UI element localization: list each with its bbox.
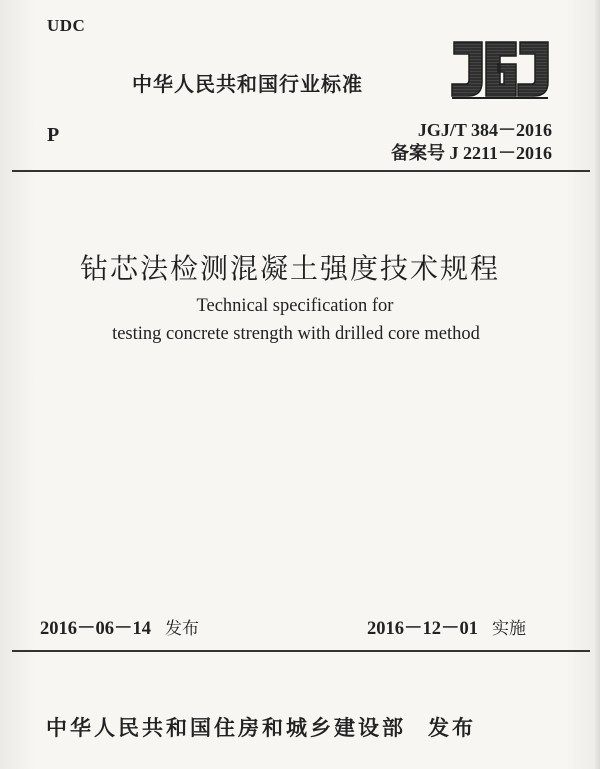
top-divider bbox=[12, 170, 590, 172]
implement-date-row bbox=[367, 614, 526, 640]
udc-label: UDC bbox=[47, 16, 86, 35]
industry-standard-title: 中华人民共和国行业标准 bbox=[132, 72, 363, 96]
bottom-divider bbox=[12, 650, 590, 652]
record-number: 备案号 J 2211－2016 bbox=[390, 143, 552, 163]
publish-date: 2016－06－14 bbox=[40, 619, 152, 639]
classification-code: P bbox=[47, 124, 60, 146]
page-edge-shadow bbox=[594, 0, 600, 769]
publish-label: 发布 bbox=[165, 619, 200, 639]
title-english-line2: testing concrete strength with drilled core method bbox=[112, 324, 480, 344]
publish-date-row bbox=[40, 614, 199, 640]
issuer-name: 中华人民共和国住房和城乡建设部 bbox=[46, 716, 406, 740]
issue-label: 发布 bbox=[428, 716, 476, 740]
jgj-logo-icon bbox=[448, 38, 552, 100]
title-chinese: 钻芯法检测混凝土强度技术规程 bbox=[80, 252, 501, 285]
issuer-line bbox=[46, 712, 476, 742]
implement-date: 2016－12－01 bbox=[367, 619, 479, 639]
title-english-line1: Technical specification for bbox=[196, 296, 394, 316]
standard-number: JGJ/T 384－2016 bbox=[417, 120, 552, 140]
implement-label: 实施 bbox=[492, 619, 527, 639]
